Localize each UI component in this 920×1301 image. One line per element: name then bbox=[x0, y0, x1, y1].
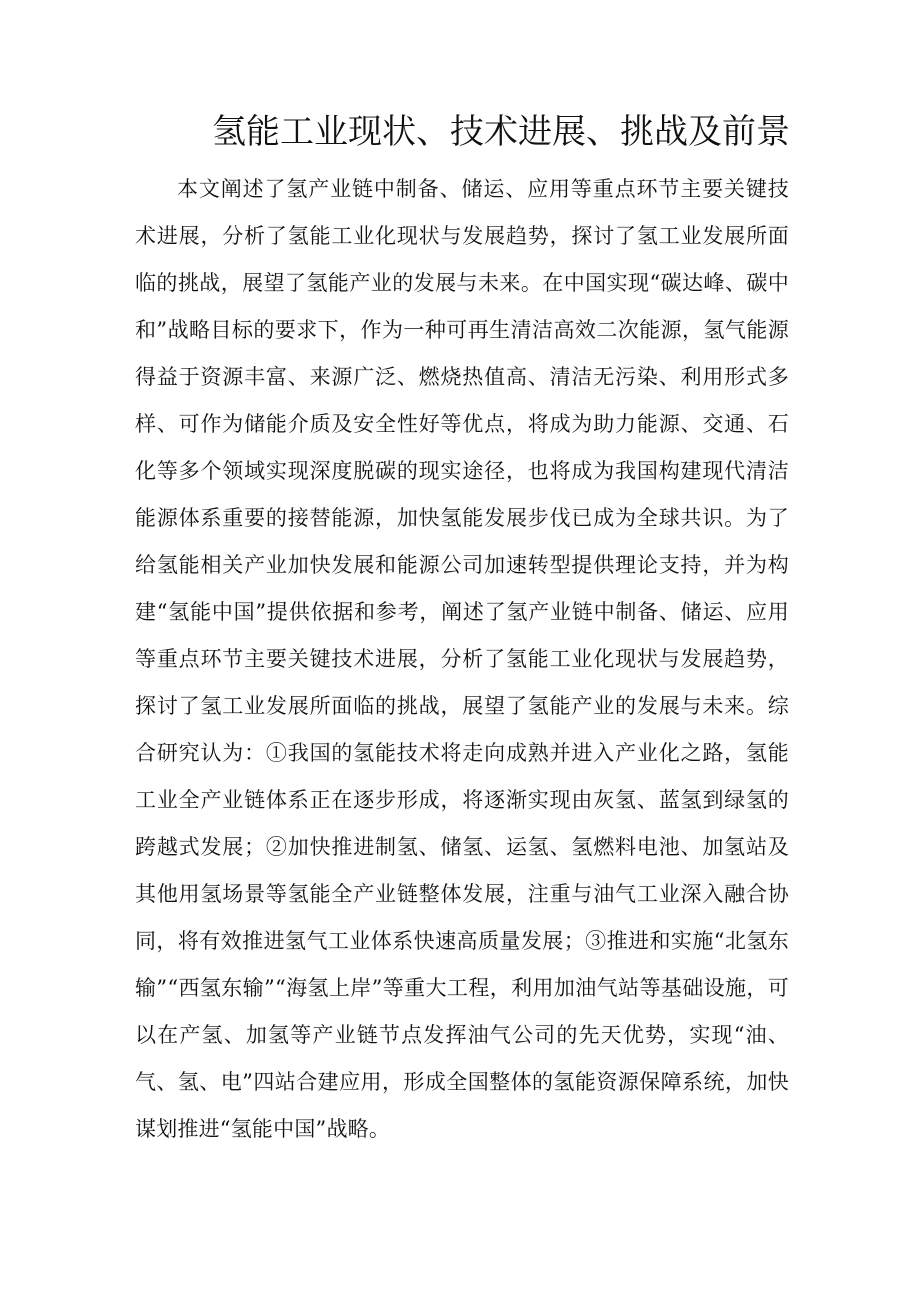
document-title: 氢能工业现状、技术进展、挑战及前景 bbox=[212, 112, 790, 152]
abstract-paragraph: 本文阐述了氢产业链中制备、储运、应用等重点环节主要关键技术进展，分析了氢能工业化现状与发展趋势，探讨了氢工业发展所面临的挑战，展望了氢能产业的发展与未来。在中国实现“碳达峰、碳中和”战略目标的要求下，作为一种可再生清洁高效二次能源，氢气能源得益于资源丰富、来源广泛、燃烧热值高、清洁无污染、利用形式多样、可作为储能介质及安全性好等优点，将成为助力能源、交通、石化等多个领域实现深度脱碳的现实途径，也将成为我国构建现代清洁能源体系重要的接替能源，加快氢能发展步伐已成为全球共识。为了给氢能相关产业加快发展和能源公司加速转型提供理论支持，并为构建“氢能中国”提供依据和参考，阐述了氢产业链中制备、储运、应用等重点环节主要关键技术进展，分析了氢能工业化现状与发展趋势，探讨了氢工业发展所面临的挑战，展望了氢能产业的发展与未来。综合研究认为：①我国的氢能技术将走向成熟并进入产业化之路，氢能工业全产业链体系正在逐步形成，将逐渐实现由灰氢、蓝氢到绿氢的跨越式发展；②加快推进制氢、储氢、运氢、氢燃料电池、加氢站及其他用氢场景等氢能全产业链整体发展，注重与油气工业深入融合协同，将有效推进氢气工业体系快速高质量发展；③推进和实施“北氢东输”“西氢东输”“海氢上岸”等重大工程，利用加油气站等基础设施，可以在产氢、加氢等产业链节点发挥油气公司的先天优势，实现“油、气、氢、电”四站合建应用，形成全国整体的氢能资源保障系统，加快谋划推进“氢能中国”战略。 bbox=[135, 177, 789, 1141]
